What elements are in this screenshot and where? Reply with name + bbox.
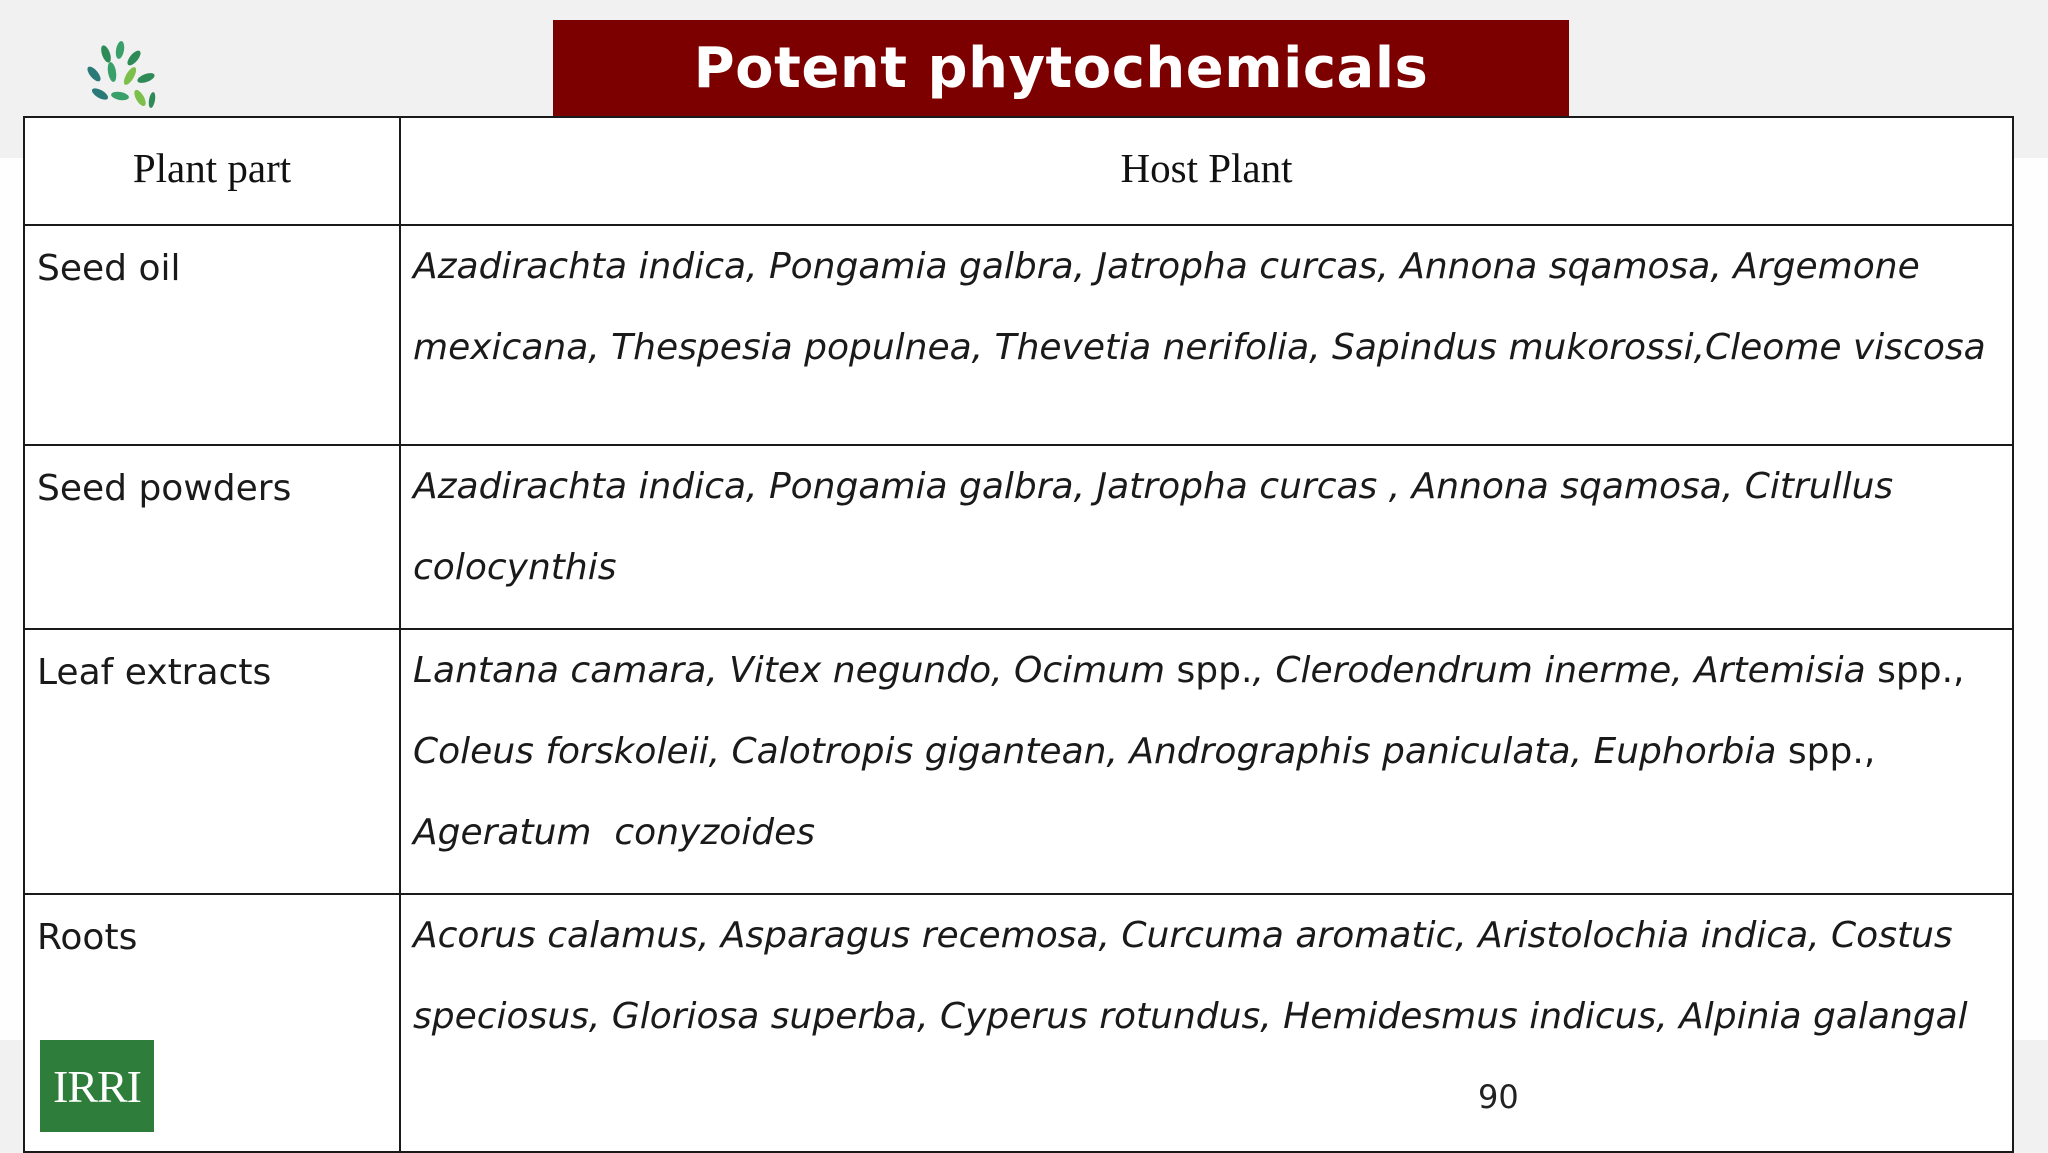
spp-abbreviation: spp. — [1176, 650, 1253, 691]
leaves-logo-icon — [80, 40, 160, 116]
host-line: Azadirachta indica, Pongamia galbra, Jatropha curcas , Annona sqamosa, Citrullus — [413, 466, 1894, 507]
header-plant-part: Plant part — [24, 117, 400, 225]
host-line: colocynthis — [413, 547, 617, 588]
table-row — [24, 894, 2013, 1152]
plant-part-cell: Seed powders — [24, 445, 400, 629]
table-row — [24, 225, 2013, 445]
species-names: , Clerodendrum inerme, Artemisia — [1252, 650, 1878, 691]
slide-title: Potent phytochemicals — [693, 35, 1429, 101]
host-plant-cell — [400, 445, 2013, 629]
species-names: Coleus forskoleii, Calotropis gigantean, Andrographis paniculata, Euphorbia — [413, 731, 1788, 772]
host-line: Azadirachta indica, Pongamia galbra, Jatropha curcas, Annona sqamosa, Argemone — [413, 246, 1920, 287]
page-number: 90 — [1478, 1078, 1519, 1116]
irri-logo-text: IRRI — [53, 1060, 141, 1112]
host-line: Acorus calamus, Asparagus recemosa, Curcuma aromatic, Aristolochia indica, Costus — [413, 915, 1953, 956]
title-bar — [553, 20, 1569, 116]
host-line: speciosus, Gloriosa superba, Cyperus rotundus, Hemidesmus indicus, Alpinia galangal — [413, 996, 1968, 1037]
species-names: Ageratum conyzoides — [413, 812, 815, 853]
host-line — [413, 792, 1992, 873]
spp-abbreviation: spp., — [1787, 731, 1876, 772]
host-plant-cell — [400, 894, 2013, 1152]
plant-part-cell: Leaf extracts — [24, 629, 400, 894]
plant-part-cell: Seed oil — [24, 225, 400, 445]
phytochemicals-table — [23, 116, 2014, 1153]
table-row — [24, 445, 2013, 629]
irri-logo — [40, 1040, 154, 1132]
host-line — [413, 630, 1992, 711]
host-plant-cell — [400, 225, 2013, 445]
host-line: mexicana, Thespesia populnea, Thevetia nerifolia, Sapindus mukorossi,Cleome viscosa — [413, 327, 1986, 368]
plant-part-cell: Roots — [24, 894, 400, 1152]
species-names: Lantana camara, Vitex negundo, Ocimum — [413, 650, 1177, 691]
header-host-plant: Host Plant — [400, 117, 2013, 225]
table-row — [24, 629, 2013, 894]
spp-abbreviation: spp., — [1877, 650, 1965, 691]
host-line — [413, 711, 1992, 792]
table-header-row — [24, 117, 2013, 225]
host-plant-cell — [400, 629, 2013, 894]
